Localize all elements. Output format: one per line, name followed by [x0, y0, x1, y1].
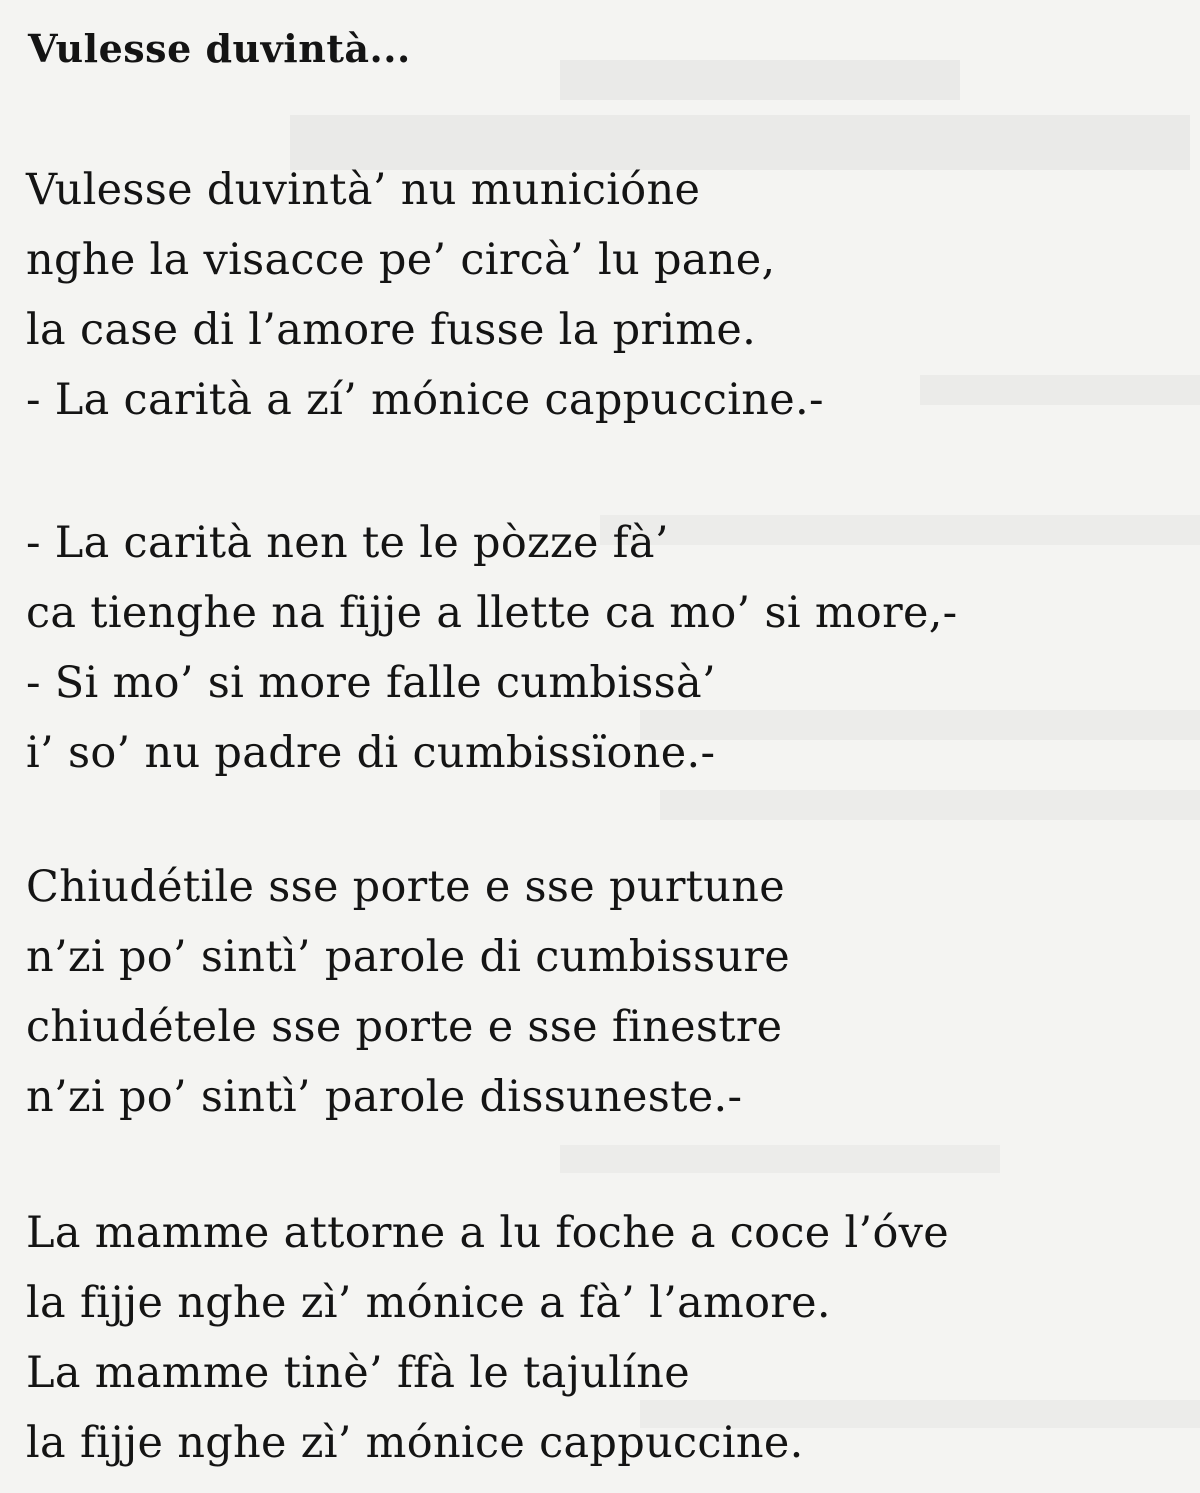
stanza-2	[26, 508, 958, 788]
show-through-shadow	[560, 1145, 1000, 1173]
show-through-shadow	[660, 790, 1200, 820]
stanza-1	[26, 155, 824, 435]
poem-line: - Si mo’ si more falle cumbissà’	[26, 658, 716, 708]
poem-title: Vulesse duvintà...	[28, 26, 411, 71]
stanza-4	[26, 1198, 949, 1478]
poem-line: nghe la visacce pe’ circà’ lu pane,	[26, 235, 776, 285]
stanza-3	[26, 852, 790, 1132]
poem-line: la case di l’amore fusse la prime.	[26, 305, 757, 355]
poem-line: n’zi po’ sintì’ parole dissuneste.-	[26, 1072, 743, 1122]
poem-line: ca tienghe na fijje a llette ca mo’ si more,-	[26, 588, 958, 638]
poem-line: la fijje nghe zì’ mónice a fà’ l’amore.	[26, 1278, 831, 1328]
poem-line: La mamme attorne a lu foche a coce l’óve	[26, 1208, 950, 1258]
poem-line: La mamme tinè’ ffà le tajulíne	[26, 1348, 691, 1398]
poem-line: - La carità nen te le pòzze fà’	[26, 518, 669, 568]
poem-line: Vulesse duvintà’ nu municióne	[26, 165, 701, 215]
show-through-shadow	[560, 60, 960, 100]
poem-line: - La carità a zí’ mónice cappuccine.-	[26, 375, 824, 425]
poem-line: la fijje nghe zì’ mónice cappuccine.	[26, 1418, 804, 1468]
poem-line: Chiudétile sse porte e sse purtune	[26, 862, 785, 912]
poem-line: n’zi po’ sintì’ parole di cumbissure	[26, 932, 790, 982]
show-through-shadow	[920, 375, 1200, 405]
poem-line: chiudétele sse porte e sse finestre	[26, 1002, 783, 1052]
poem-line: i’ so’ nu padre di cumbissïone.-	[26, 728, 716, 778]
